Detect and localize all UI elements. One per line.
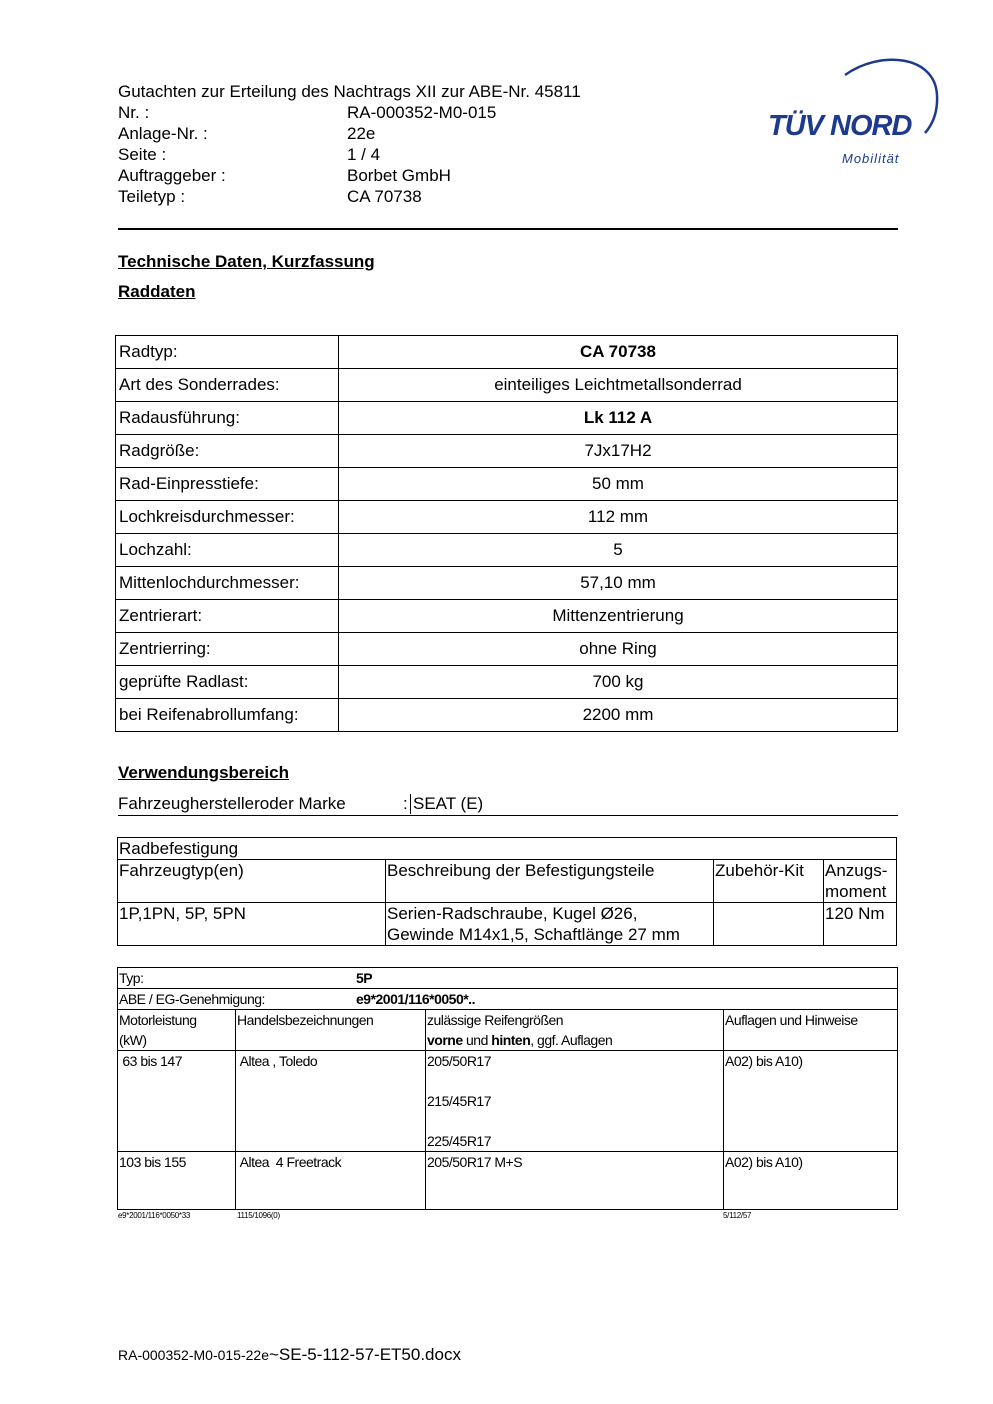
row-value: Mittenzentrierung <box>339 600 898 633</box>
reifen-item: 215/45R17 <box>427 1093 492 1109</box>
row-label: Mittenlochdurchmesser: <box>116 567 339 600</box>
cell-zubehoer-kit <box>714 903 824 946</box>
row-value: einteiliges Leichtmetallsonderrad <box>339 369 898 402</box>
beschreibung-line-2: Gewinde M14x1,5, Schaftlänge 27 mm <box>387 925 680 944</box>
row-label: Lochkreisdurchmesser: <box>116 501 339 534</box>
row-value: 112 mm <box>339 501 898 534</box>
header-beschreibung: Beschreibung der Befestigungsteile <box>386 860 714 903</box>
document-header <box>118 81 581 207</box>
reifen-spacer <box>427 1071 723 1091</box>
row-label: geprüfte Radlast: <box>116 666 339 699</box>
cell-motor: 103 bis 155 <box>118 1152 236 1210</box>
document-title: Gutachten zur Erteilung des Nachtrags XII zur ABE-Nr. 45811 <box>118 82 581 101</box>
field-value: Borbet GmbH <box>347 166 451 185</box>
cell-reifen <box>426 1051 724 1152</box>
table-row <box>118 1152 898 1210</box>
row-label: Radgröße: <box>116 435 339 468</box>
table-row <box>116 402 898 435</box>
field-label: Teiletyp : <box>118 187 186 206</box>
header-field-nr <box>118 102 581 123</box>
header-divider <box>118 228 898 230</box>
reifen-vorne: vorne <box>427 1032 463 1048</box>
filename-part-1: RA-000352-M0-015-22e <box>118 1347 269 1363</box>
radbefestigung-table <box>117 837 897 946</box>
motor-line-1: Motorleistung <box>119 1012 197 1028</box>
table-row <box>118 903 897 946</box>
typ-value: 5P <box>356 970 373 986</box>
cell-auflagen: A02) bis A10) <box>724 1152 898 1210</box>
row-label: Art des Sonderrades: <box>116 369 339 402</box>
table-row <box>116 435 898 468</box>
row-value: Lk 112 A <box>339 402 898 435</box>
table-header-row <box>118 1010 898 1051</box>
row-value: 50 mm <box>339 468 898 501</box>
row-value: CA 70738 <box>339 336 898 369</box>
hersteller-value: SEAT (E) <box>410 794 483 814</box>
row-value: 7Jx17H2 <box>339 435 898 468</box>
abe-label: ABE / EG-Genehmigung: <box>119 991 265 1007</box>
typ-label: Typ: <box>119 970 144 986</box>
field-label: Nr. : <box>118 103 150 122</box>
table-header-row <box>118 860 897 903</box>
header-zubehoer-kit: Zubehör-Kit <box>714 860 824 903</box>
row-value: 700 kg <box>339 666 898 699</box>
header-reifengroessen <box>426 1010 724 1051</box>
field-value: 22e <box>347 124 376 143</box>
section-raddaten: Raddaten <box>118 282 196 301</box>
table-row <box>116 699 898 732</box>
cell-handel: Altea , Toledo <box>236 1051 426 1152</box>
tuev-nord-logo <box>760 55 950 170</box>
table-row <box>116 534 898 567</box>
section-verwendungsbereich: Verwendungsbereich <box>118 763 289 782</box>
header-field-auftraggeber <box>118 165 581 186</box>
reifen-item: 205/50R17 M+S <box>427 1154 523 1170</box>
row-value: 2200 mm <box>339 699 898 732</box>
header-moment: moment <box>825 882 887 901</box>
logo-brand: TÜV NORD <box>768 110 912 142</box>
footnote-lk: 5/112/57 <box>723 1211 752 1220</box>
document-filename <box>118 1345 461 1365</box>
footnote-genehmigung: e9*2001/116*0050*33 <box>118 1211 191 1220</box>
hersteller-separator: : <box>403 794 408 813</box>
reifen-hinten: hinten <box>491 1032 531 1048</box>
table-row <box>116 336 898 369</box>
cell-anzugsmoment: 120 Nm <box>824 903 897 946</box>
header-field-seite <box>118 144 581 165</box>
cell-motor: 63 bis 147 <box>118 1051 236 1152</box>
raddaten-table <box>115 335 898 732</box>
row-label: Zentrierring: <box>116 633 339 666</box>
row-value: 5 <box>339 534 898 567</box>
abe-row <box>118 989 898 1010</box>
row-label: Radtyp: <box>116 336 339 369</box>
table-row <box>116 600 898 633</box>
reifen-spacer <box>427 1111 723 1131</box>
row-value: ohne Ring <box>339 633 898 666</box>
table-row <box>116 468 898 501</box>
field-label: Seite : <box>118 145 167 164</box>
section-technische-daten: Technische Daten, Kurzfassung <box>118 252 375 271</box>
table-row <box>116 567 898 600</box>
typ-cell <box>118 968 898 989</box>
reifen-und: und <box>462 1032 492 1048</box>
fahrzeughersteller-line <box>118 794 898 816</box>
field-value: 1 / 4 <box>347 145 381 164</box>
header-handelsbezeichnungen: Handelsbezeichnungen <box>236 1010 426 1051</box>
hersteller-label: Fahrzeugherstelleroder Marke <box>118 794 346 813</box>
row-label: Radausführung: <box>116 402 339 435</box>
header-field-teiletyp <box>118 186 581 207</box>
beschreibung-line-1: Serien-Radschraube, Kugel Ø26, <box>387 904 638 923</box>
reifen-auflagen: , ggf. Auflagen <box>530 1032 613 1048</box>
cell-beschreibung <box>386 903 714 946</box>
row-label: Lochzahl: <box>116 534 339 567</box>
table-title-row <box>118 838 897 860</box>
cell-reifen <box>426 1152 724 1210</box>
filename-part-2: ~SE-5-112-57-ET50.docx <box>268 1345 461 1364</box>
typ-table <box>117 967 898 1210</box>
abe-cell <box>118 989 898 1010</box>
header-auflagen: Auflagen und Hinweise <box>724 1010 898 1051</box>
typ-row <box>118 968 898 989</box>
reifen-item: 225/45R17 <box>427 1133 492 1149</box>
row-label: Rad-Einpresstiefe: <box>116 468 339 501</box>
motor-line-2: (kW) <box>119 1032 147 1048</box>
header-anzugs: Anzugs- <box>825 861 888 880</box>
row-label: Zentrierart: <box>116 600 339 633</box>
header-fahrzeugtyp: Fahrzeugtyp(en) <box>118 860 386 903</box>
table-row <box>118 1051 898 1152</box>
header-anzugsmoment <box>824 860 897 903</box>
abe-value: e9*2001/116*0050*.. <box>356 991 475 1007</box>
cell-auflagen: A02) bis A10) <box>724 1051 898 1152</box>
table-row <box>116 369 898 402</box>
header-field-anlage <box>118 123 581 144</box>
table-row <box>116 633 898 666</box>
radbefestigung-title: Radbefestigung <box>118 838 897 860</box>
table-row <box>116 501 898 534</box>
field-label: Anlage-Nr. : <box>118 124 208 143</box>
cell-fahrzeugtyp: 1P,1PN, 5P, 5PN <box>118 903 386 946</box>
footnote-code: 1115/1096(0) <box>237 1211 280 1220</box>
reifen-item: 205/50R17 <box>427 1053 492 1069</box>
row-value: 57,10 mm <box>339 567 898 600</box>
field-label: Auftraggeber : <box>118 166 226 185</box>
cell-handel: Altea 4 Freetrack <box>236 1152 426 1210</box>
reifen-line-1: zulässige Reifengrößen <box>427 1012 564 1028</box>
field-value: CA 70738 <box>347 187 422 206</box>
reifen-line-2 <box>427 1030 723 1050</box>
logo-subtitle: Mobilität <box>842 151 900 166</box>
row-label: bei Reifenabrollumfang: <box>116 699 339 732</box>
table-row <box>116 666 898 699</box>
header-motorleistung <box>118 1010 236 1051</box>
field-value: RA-000352-M0-015 <box>347 103 497 122</box>
